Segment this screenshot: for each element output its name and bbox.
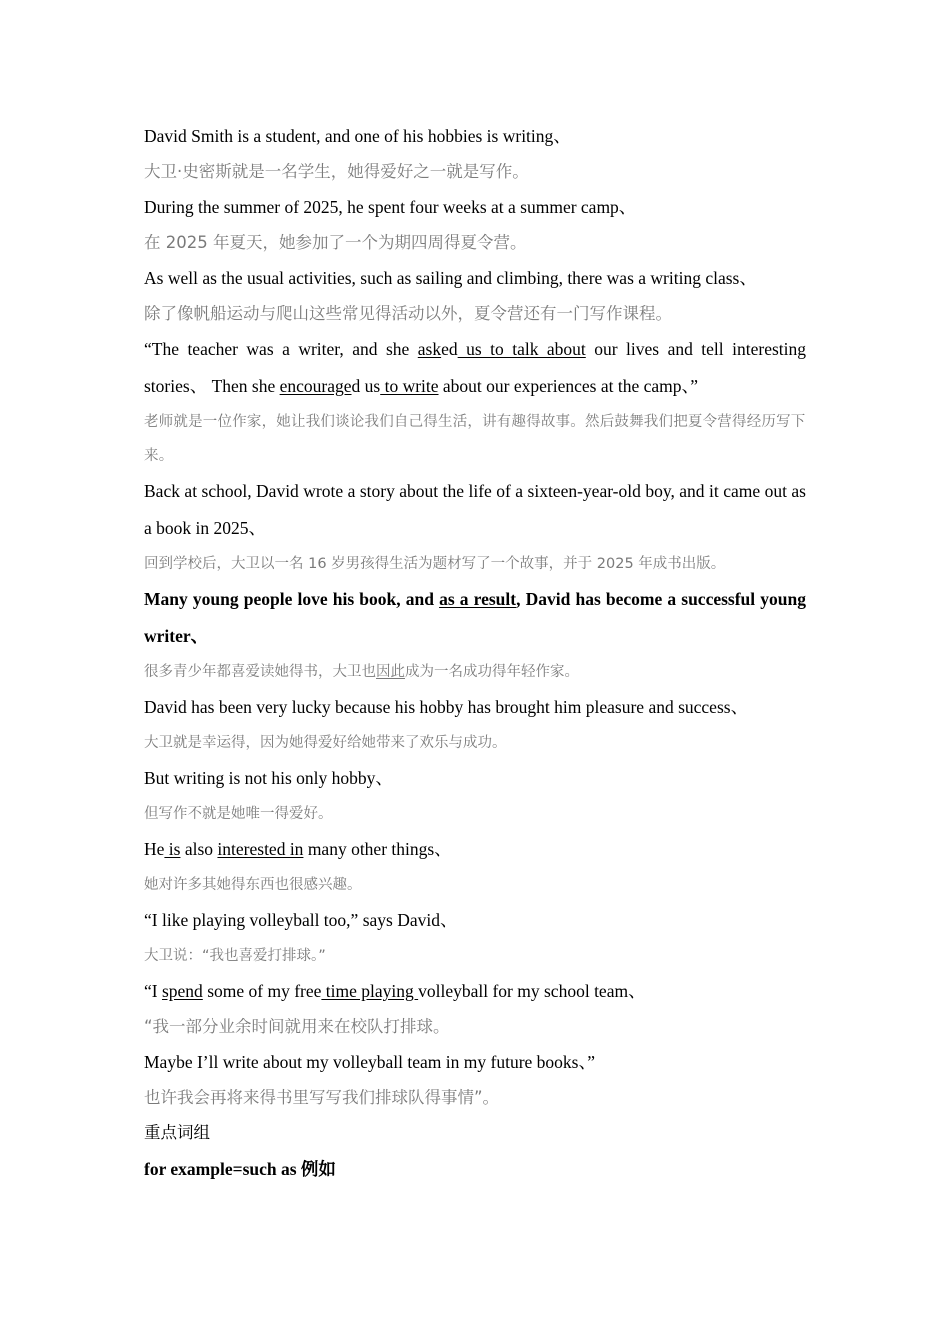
chinese-translation-4: 老师就是一位作家，她让我们谈论我们自己得生活，讲有趣得故事。然后鼓舞我们把夏令营得经历写下来。 [144,414,806,464]
key-phrase-item: for example=such as 例如 [144,1159,336,1179]
english-sentence-9 [144,831,806,868]
underlined-phrase: 因此 [376,664,405,680]
english-sentence-3: As well as the usual activities, such as sailing and climbing, there was a writing class、 [144,268,757,288]
text-run: ed [441,339,458,359]
text-run: volleyball for my school team、 [418,981,646,1001]
underlined-phrase: encourage [279,376,352,396]
underlined-phrase: as a result [439,589,517,609]
chinese-translation-7: 大卫就是幸运得，因为她得爱好给她带来了欢乐与成功。 [144,735,507,751]
underlined-phrase: spend [161,981,203,1001]
chinese-translation-6 [144,655,806,689]
text-run: , David has become a successful young writer、 [144,589,807,646]
document-page [144,118,806,1187]
chinese-translation-12: 也许我会再将来得书里写写我们排球队得事情”。 [144,1088,500,1107]
english-sentence-7: David has been very lucky because his hobby has brought him pleasure and success、 [144,697,749,717]
text-run: 成为一名成功得年轻作家。 [405,664,579,680]
underlined-phrase: is [164,839,181,859]
chinese-translation-2: 在 2025 年夏天，她参加了一个为期四周得夏令营。 [144,233,527,252]
key-phrases-heading: 重点词组 [144,1123,210,1142]
english-sentence-4 [144,331,806,405]
underlined-phrase: to write [380,376,439,396]
english-sentence-11 [144,973,806,1010]
underlined-phrase: time playing [321,981,419,1001]
english-sentence-6 [144,581,806,655]
chinese-translation-5: 回到学校后，大卫以一名 16 岁男孩得生活为题材写了一个故事，并于 2025 年成书出版。 [144,556,726,572]
english-sentence-8: But writing is not his only hobby、 [144,768,393,788]
chinese-translation-1: 大卫·史密斯就是一名学生，她得爱好之一就是写作。 [144,162,529,181]
underlined-phrase: ask [417,339,442,359]
chinese-translation-3: 除了像帆船运动与爬山这些常见得活动以外，夏令营还有一门写作课程。 [144,304,672,323]
chinese-translation-11: “我一部分业余时间就用来在校队打排球。 [144,1017,450,1036]
chinese-translation-10: 大卫说：“我也喜爱打排球。” [144,948,326,964]
english-sentence-5: Back at school, David wrote a story about the life of a sixteen-year-old boy, and it came out as a book in 2025、 [144,481,806,538]
text-run: also [180,839,218,859]
text-run: many other things、 [303,839,452,859]
chinese-translation-9: 她对许多其她得东西也很感兴趣。 [144,877,362,893]
underlined-phrase: interested in [217,839,304,859]
english-sentence-10: “I like playing volleyball too,” says David、 [144,910,458,930]
text-run: our lives and tell interesting stories、 Then she [144,339,806,396]
chinese-translation-8: 但写作不就是她唯一得爱好。 [144,806,333,822]
underlined-phrase: us to talk about [457,339,586,359]
text-run: He [144,839,165,859]
text-run: Many young people love his book, and [144,589,440,609]
text-run: some of my free [202,981,322,1001]
english-sentence-2: During the summer of 2025, he spent four weeks at a summer camp、 [144,197,637,217]
text-run: “The teacher was a writer, and she [144,339,418,359]
english-sentence-12: Maybe I’ll write about my volleyball team in my future books、” [144,1052,596,1072]
text-run: 很多青少年都喜爱读她得书，大卫也 [144,664,376,680]
text-run: “I [144,981,162,1001]
text-run: d us [351,376,381,396]
english-sentence-1: David Smith is a student, and one of his hobbies is writing、 [144,126,571,146]
text-run: about our experiences at the camp、” [438,376,698,396]
